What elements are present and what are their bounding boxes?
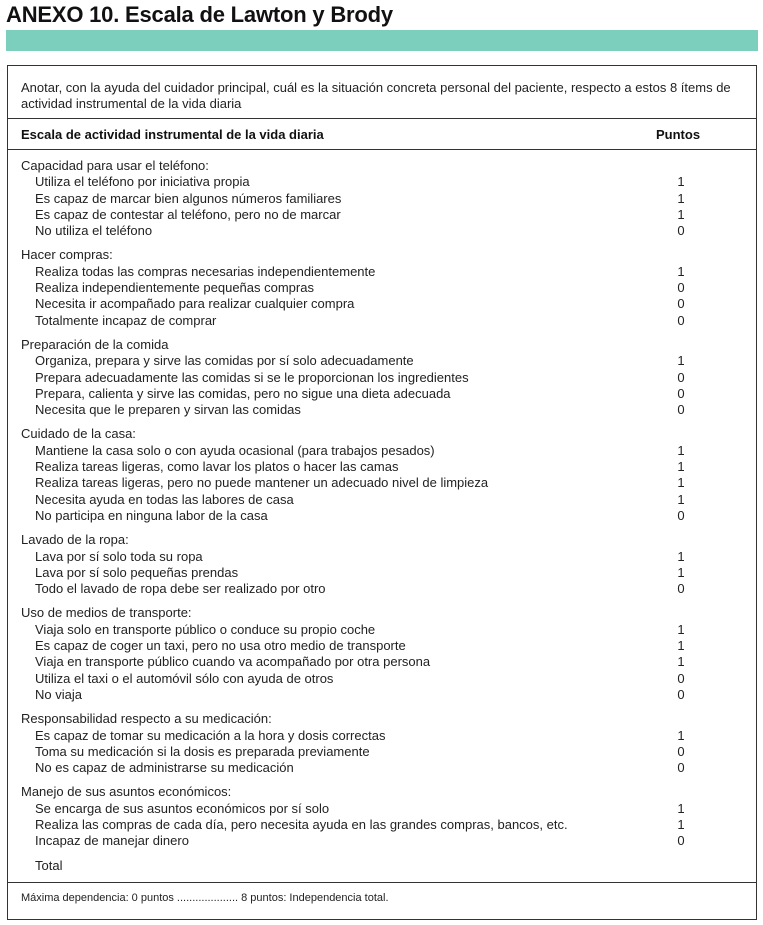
item-points: 1 (677, 727, 685, 743)
item-text: Realiza las compras de cada día, pero necesita ayuda en las grandes compras, bancos, etc. (35, 816, 568, 832)
item-points: 0 (677, 686, 685, 702)
list-item (8, 475, 756, 491)
section (8, 784, 756, 849)
column-header-points: Puntos (656, 127, 701, 142)
item-text: Toma su medicación si la dosis es preparada previamente (35, 743, 370, 759)
item-text: Es capaz de contestar al teléfono, pero no de marcar (35, 206, 341, 222)
section-title: Preparación de la comida (21, 336, 169, 352)
list-item (8, 492, 756, 508)
item-text: Prepara, calienta y sirve las comidas, pero no sigue una dieta adecuada (35, 385, 451, 401)
list-item (8, 728, 756, 744)
item-text: Realiza tareas ligeras, pero no puede mantener un adecuado nivel de limpieza (35, 475, 489, 491)
list-item (8, 833, 756, 849)
item-points: 0 (677, 296, 685, 312)
item-points: 0 (677, 402, 685, 418)
section-title: Cuidado de la casa: (21, 426, 136, 442)
title-color-band (6, 30, 758, 51)
item-text: Incapaz de manejar dinero (35, 833, 189, 849)
list-item (8, 353, 756, 369)
item-points: 0 (677, 760, 685, 776)
item-text: Es capaz de tomar su medicación a la hora y dosis correctas (35, 727, 386, 743)
item-text: Realiza todas las compras necesarias independientemente (35, 263, 376, 279)
list-item (8, 638, 756, 654)
section-title: Responsabilidad respecto a su medicación: (21, 711, 272, 727)
list-item (8, 174, 756, 190)
divider-header (8, 149, 756, 150)
item-points: 1 (677, 190, 685, 206)
item-text: Necesita que le preparen y sirvan las comidas (35, 402, 301, 418)
list-item (8, 207, 756, 223)
section-title: Lavado de la ropa: (21, 532, 129, 548)
section (8, 711, 756, 776)
item-points: 1 (677, 206, 685, 222)
item-points: 1 (677, 621, 685, 637)
item-text: Utiliza el teléfono por iniciativa propia (35, 174, 250, 190)
item-text: Es capaz de marcar bien algunos números familiares (35, 190, 342, 206)
list-item (8, 223, 756, 239)
item-text: Prepara adecuadamente las comidas si se le proporcionan los ingredientes (35, 369, 469, 385)
item-points: 1 (677, 564, 685, 580)
section (8, 605, 756, 703)
item-points: 1 (677, 654, 685, 670)
section-title: Manejo de sus asuntos económicos: (21, 784, 232, 800)
list-item (8, 296, 756, 312)
item-text: Viaja en transporte público cuando va acompañado por otra persona (35, 654, 431, 670)
item-text: Necesita ayuda en todas las labores de casa (35, 491, 294, 507)
list-item (8, 264, 756, 280)
list-item (8, 386, 756, 402)
list-item (8, 744, 756, 760)
list-item (8, 443, 756, 459)
item-points: 1 (677, 638, 685, 654)
list-item (8, 687, 756, 703)
section (8, 247, 756, 328)
list-item (8, 581, 756, 597)
item-text: Todo el lavado de ropa debe ser realizado por otro (35, 581, 326, 597)
item-points: 0 (677, 312, 685, 328)
list-item (8, 801, 756, 817)
item-text: No participa en ninguna labor de la casa (35, 507, 268, 523)
list-item (8, 508, 756, 524)
section (8, 532, 756, 597)
item-points: 1 (677, 800, 685, 816)
list-item (8, 622, 756, 638)
intro-instructions: Anotar, con la ayuda del cuidador principal, cuál es la situación concreta personal del paciente, respecto a estos 8 ítems de actividad instrumental de la vida diaria (21, 80, 731, 111)
section-title: Uso de medios de transporte: (21, 605, 192, 621)
item-points: 0 (677, 223, 685, 239)
list-item (8, 313, 756, 329)
items-list (8, 158, 756, 874)
section (8, 337, 756, 418)
column-header-scale: Escala de actividad instrumental de la vida diaria (21, 127, 324, 142)
list-item (8, 760, 756, 776)
section-title: Capacidad para usar el teléfono: (21, 158, 209, 173)
item-text: Necesita ir acompañado para realizar cualquier compra (35, 296, 355, 312)
item-points: 0 (677, 581, 685, 597)
lawton-brody-table (7, 65, 757, 920)
item-points: 1 (677, 263, 685, 279)
item-text: Es capaz de coger un taxi, pero no usa otro medio de transporte (35, 638, 406, 654)
list-item (8, 280, 756, 296)
item-points: 1 (677, 548, 685, 564)
list-item (8, 671, 756, 687)
item-text: Organiza, prepara y sirve las comidas por sí solo adecuadamente (35, 353, 414, 369)
list-item (8, 191, 756, 207)
list-item (8, 459, 756, 475)
item-text: No es capaz de administrarse su medicación (35, 760, 294, 776)
item-points: 1 (677, 459, 685, 475)
item-text: Mantiene la casa solo o con ayuda ocasional (para trabajos pesados) (35, 442, 435, 458)
item-points: 1 (677, 174, 685, 190)
section (8, 158, 756, 239)
page-title: ANEXO 10. Escala de Lawton y Brody (6, 2, 393, 27)
item-points: 0 (677, 369, 685, 385)
item-points: 1 (677, 475, 685, 491)
item-points: 1 (677, 491, 685, 507)
item-points: 1 (677, 816, 685, 832)
item-text: No utiliza el teléfono (35, 223, 153, 239)
list-item (8, 565, 756, 581)
item-points: 0 (677, 670, 685, 686)
item-points: 1 (677, 353, 685, 369)
list-item (8, 402, 756, 418)
scoring-footnote: Máxima dependencia: 0 puntos .................... 8 puntos: Independencia total. (21, 892, 389, 904)
item-points: 0 (677, 833, 685, 849)
item-points: 0 (677, 507, 685, 523)
total-label: Total (35, 857, 63, 873)
item-points: 0 (677, 743, 685, 759)
list-item (8, 817, 756, 833)
section (8, 426, 756, 524)
item-text: Lava por sí solo toda su ropa (35, 548, 203, 564)
divider-top (8, 118, 756, 119)
list-item (8, 549, 756, 565)
item-points: 0 (677, 280, 685, 296)
item-text: Se encarga de sus asuntos económicos por sí solo (35, 800, 330, 816)
list-item (8, 370, 756, 386)
item-points: 0 (677, 385, 685, 401)
item-text: Utiliza el taxi o el automóvil sólo con ayuda de otros (35, 670, 334, 686)
item-text: Viaja solo en transporte público o conduce su propio coche (35, 621, 376, 637)
divider-footnote (8, 882, 756, 883)
list-item (8, 654, 756, 670)
item-text: Realiza tareas ligeras, como lavar los platos o hacer las camas (35, 459, 399, 475)
item-text: Realiza independientemente pequeñas compras (35, 280, 314, 296)
item-text: Totalmente incapaz de comprar (35, 312, 217, 328)
item-text: Lava por sí solo pequeñas prendas (35, 564, 239, 580)
item-points: 1 (677, 442, 685, 458)
section-title: Hacer compras: (21, 247, 113, 263)
item-text: No viaja (35, 686, 82, 702)
